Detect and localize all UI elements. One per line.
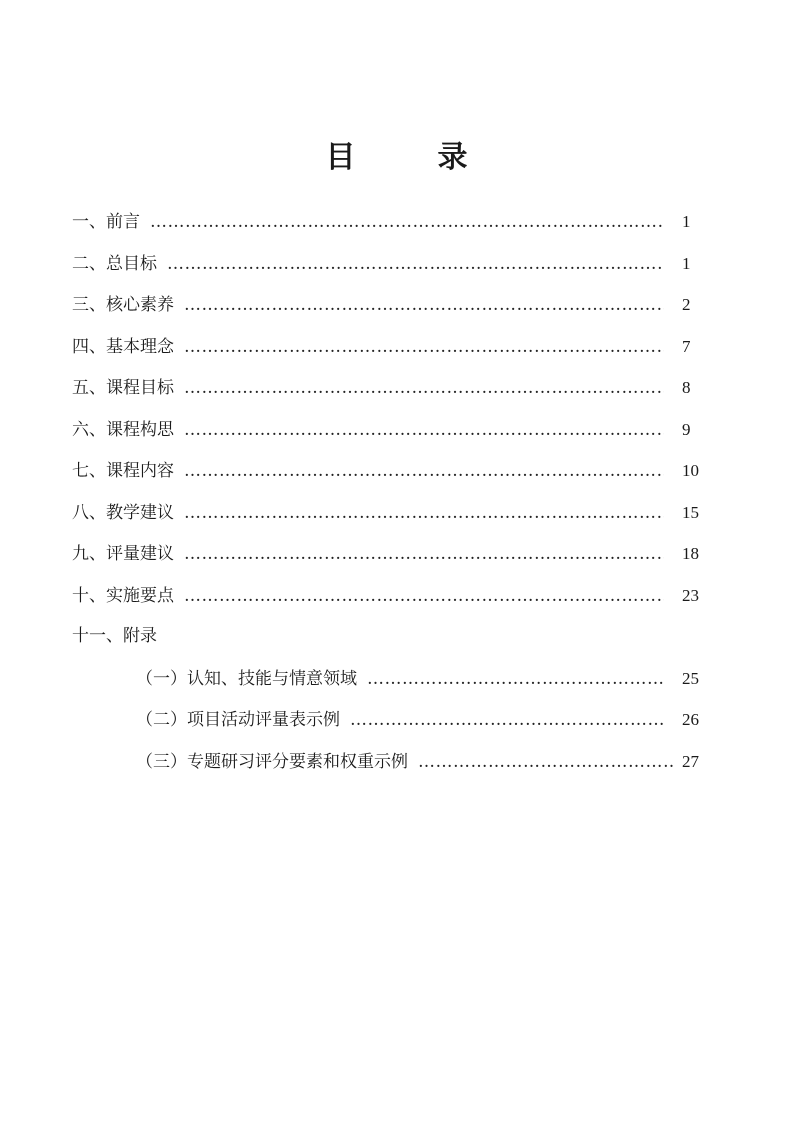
toc-entry-label: 八、教学建议 bbox=[72, 502, 174, 523]
toc-entry-label: 二、总目标 bbox=[72, 253, 157, 274]
toc-dot-leader bbox=[184, 451, 664, 493]
toc-entry-basic-concept[interactable] bbox=[72, 326, 702, 368]
toc-dot-leader bbox=[350, 700, 664, 742]
toc-entry-course-goals[interactable] bbox=[72, 367, 702, 409]
toc-entry-course-design[interactable] bbox=[72, 409, 702, 451]
toc-page-number: 9 bbox=[682, 419, 691, 439]
toc-entry-core-literacy[interactable] bbox=[72, 284, 702, 326]
toc-entry-teaching-suggestions[interactable] bbox=[72, 492, 702, 534]
toc-entry-appendix[interactable] bbox=[72, 616, 702, 658]
toc-entry-preface[interactable] bbox=[72, 201, 702, 243]
toc-subentry-scoring-weights[interactable] bbox=[72, 741, 702, 783]
toc-entry-label: 五、课程目标 bbox=[72, 378, 174, 398]
toc-page-number: 18 bbox=[682, 544, 699, 563]
toc-dot-leader bbox=[184, 327, 664, 369]
toc-dot-leader bbox=[184, 285, 664, 327]
toc-entry-label: 三、核心素养 bbox=[72, 295, 174, 315]
toc-page-number: 7 bbox=[682, 336, 691, 356]
toc-dot-leader bbox=[150, 202, 664, 244]
toc-dot-leader bbox=[167, 244, 664, 286]
toc-dot-leader bbox=[184, 368, 664, 410]
toc-dot-leader bbox=[184, 493, 664, 535]
toc-entry-label: 七、课程内容 bbox=[72, 461, 174, 481]
toc-entry-course-content[interactable] bbox=[72, 450, 702, 492]
toc-page-number: 10 bbox=[682, 461, 699, 480]
toc-subentry-domains[interactable] bbox=[72, 658, 702, 700]
toc-entry-assessment-suggestions[interactable] bbox=[72, 533, 702, 575]
table-of-contents bbox=[72, 201, 702, 782]
toc-page-number: 23 bbox=[682, 585, 699, 605]
toc-entry-label: 十一、附录 bbox=[72, 626, 157, 646]
toc-dot-leader bbox=[418, 742, 676, 784]
toc-entry-label: 十、实施要点 bbox=[72, 585, 174, 606]
toc-dot-leader bbox=[184, 576, 664, 618]
toc-entry-label: 九、评量建议 bbox=[72, 544, 174, 564]
toc-page-number: 15 bbox=[682, 502, 699, 522]
page-title: 目 录 bbox=[325, 140, 494, 175]
toc-dot-leader bbox=[184, 410, 664, 452]
toc-page-number: 26 bbox=[682, 710, 699, 729]
toc-page-number: 8 bbox=[682, 378, 691, 397]
toc-entry-label: （三）专题研习评分要素和权重示例 bbox=[136, 751, 408, 772]
toc-page-number: 27 bbox=[682, 751, 699, 771]
toc-page-number: 1 bbox=[682, 212, 691, 231]
toc-entry-implementation[interactable] bbox=[72, 575, 702, 617]
toc-subentry-assessment-form[interactable] bbox=[72, 699, 702, 741]
toc-page-number: 1 bbox=[682, 253, 691, 273]
toc-entry-label: （一）认知、技能与情意领域 bbox=[136, 668, 357, 689]
toc-entry-label: 四、基本理念 bbox=[72, 336, 174, 357]
toc-dot-leader bbox=[367, 659, 664, 701]
toc-entry-label: （二）项目活动评量表示例 bbox=[136, 710, 340, 730]
toc-entry-label: 六、课程构思 bbox=[72, 419, 174, 440]
toc-dot-leader bbox=[184, 534, 664, 576]
toc-page-number: 2 bbox=[682, 295, 691, 314]
toc-entry-label: 一、前言 bbox=[72, 212, 140, 232]
toc-page-number: 25 bbox=[682, 668, 699, 688]
toc-entry-overall-goal[interactable] bbox=[72, 243, 702, 285]
